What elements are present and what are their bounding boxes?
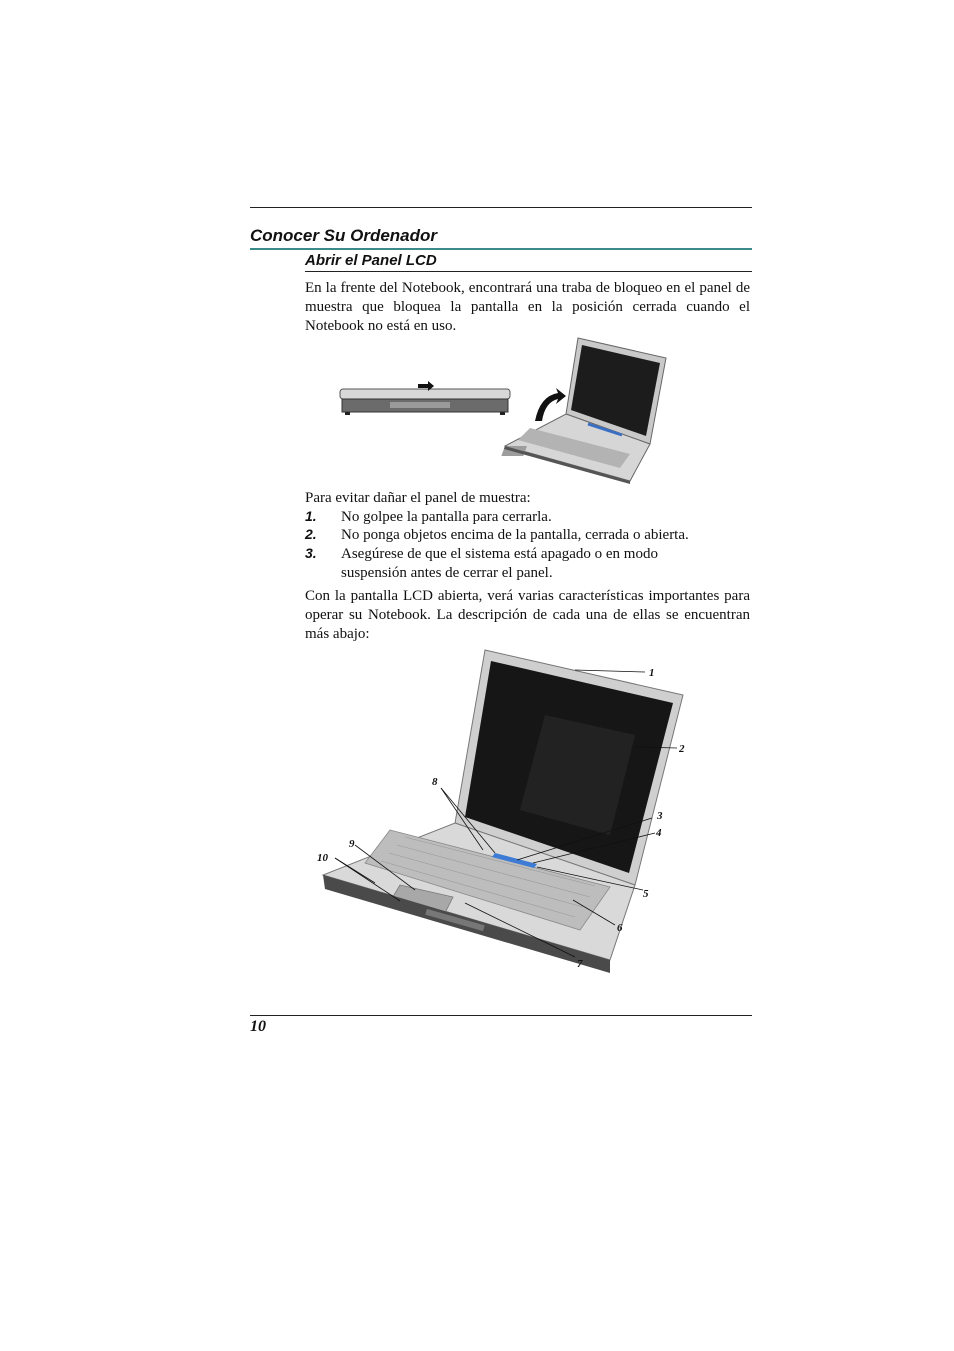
avoid-intro: Para evitar dañar el panel de muestra: bbox=[305, 490, 531, 506]
callout-4: 4 bbox=[656, 827, 662, 839]
closed-notebook-front bbox=[340, 381, 510, 415]
footer-rule bbox=[250, 1015, 752, 1016]
section-title-rule bbox=[250, 248, 752, 250]
callout-10: 10 bbox=[317, 852, 328, 864]
open-notebook-small bbox=[501, 338, 666, 484]
callout-7: 7 bbox=[577, 958, 583, 970]
open-notebook-large bbox=[323, 650, 683, 973]
lcd-opening-figure bbox=[330, 336, 675, 484]
list-number-3: 3. bbox=[305, 545, 317, 561]
callout-8: 8 bbox=[432, 776, 438, 788]
callout-2: 2 bbox=[679, 743, 685, 755]
callout-5: 5 bbox=[643, 888, 649, 900]
closing-paragraph: Con la pantalla LCD abierta, verá varias características importantes para operar su Notebook. La descripción de cada una de ellas se encuentran más abajo: bbox=[305, 588, 750, 642]
notebook-features-figure bbox=[305, 645, 705, 980]
list-item-3: Asegúrese de que el sistema está apagado o en modo suspensión antes de cerrar el panel. bbox=[341, 546, 658, 581]
list-number-2: 2. bbox=[305, 526, 317, 542]
intro-paragraph: En la frente del Notebook, encontrará una traba de bloqueo en el panel de muestra que bloquea la pantalla en la posición cerrada cuando el Notebook no está en uso. bbox=[305, 280, 750, 334]
section-title: Conocer Su Ordenador bbox=[250, 226, 438, 245]
subsection-rule bbox=[305, 271, 752, 272]
list-number-1: 1. bbox=[305, 508, 317, 524]
list-item-1: No golpee la pantalla para cerrarla. bbox=[341, 509, 552, 525]
callout-6: 6 bbox=[617, 922, 623, 934]
header-rule bbox=[250, 207, 752, 208]
callout-3: 3 bbox=[657, 810, 663, 822]
callout-1: 1 bbox=[649, 667, 655, 679]
callout-9: 9 bbox=[349, 838, 355, 850]
subsection-title: Abrir el Panel LCD bbox=[305, 252, 437, 269]
list-item-2: No ponga objetos encima de la pantalla, cerrada o abierta. bbox=[341, 527, 689, 543]
page-number: 10 bbox=[250, 1018, 266, 1035]
